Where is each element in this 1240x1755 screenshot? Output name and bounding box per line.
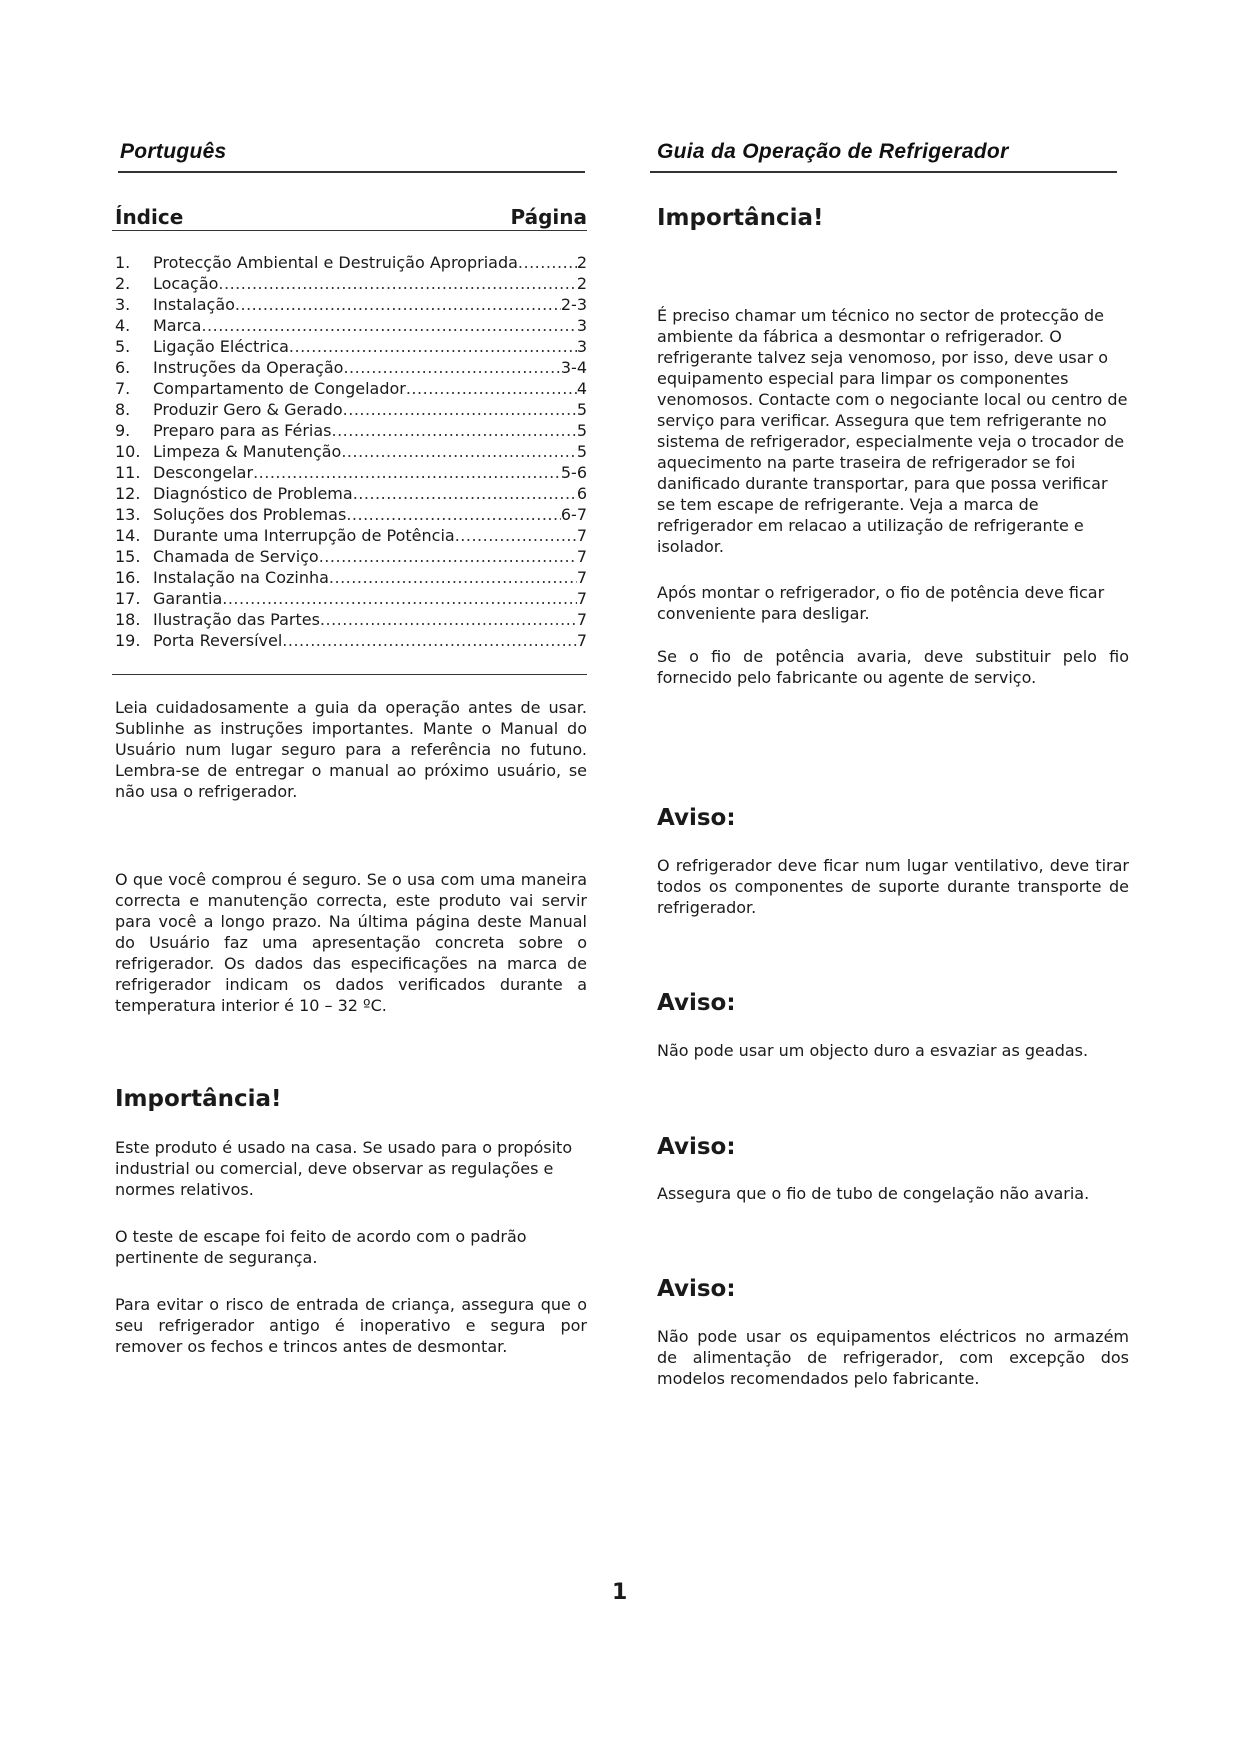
left-importance-p2: O teste de escape foi feito de acordo com o padrão pertinente de segurança. — [115, 1227, 527, 1267]
page-number: 1 — [612, 1580, 628, 1605]
index-heading: Índice — [115, 205, 184, 229]
index-bottom-rule — [112, 674, 587, 675]
warning-heading: Aviso: — [657, 805, 736, 831]
right-importance-p2: Após montar o refrigerador, o fio de potência deve ficar conveniente para desligar. — [657, 583, 1105, 623]
warning-text: Não pode usar um objecto duro a esvaziar as geadas. — [657, 1041, 1089, 1060]
index-item: 2. Locação ..... 2 — [115, 273, 587, 294]
warning-heading: Aviso: — [657, 1134, 736, 1160]
index-item: 13. Soluções dos Problemas ..... 6-7 — [115, 504, 587, 525]
header-left-rule — [118, 171, 585, 173]
index-item: 6. Instruções da Operação ..... 3-4 — [115, 357, 587, 378]
index-item: 1. Protecção Ambiental e Destruição Apropriada ..... 2 — [115, 252, 587, 273]
warning-text: O refrigerador deve ficar num lugar ventilativo, deve tirar todos os componentes de suporte durante transporte de refrigerador. — [657, 856, 1129, 917]
index-page-heading: Página — [510, 205, 587, 229]
index-heading-row — [115, 205, 601, 229]
index-list — [115, 252, 587, 651]
right-importance-p3: Se o fio de potência avaria, deve substituir pelo fio fornecido pelo fabricante ou agente de serviço. — [657, 647, 1129, 687]
index-item: 14. Durante uma Interrupção de Potência ..... 7 — [115, 525, 587, 546]
warning-heading: Aviso: — [657, 1276, 736, 1302]
index-item: 5. Ligação Eléctrica ..... 3 — [115, 336, 587, 357]
warning-text: Não pode usar os equipamentos eléctricos no armazém de alimentação de refrigerador, com excepção dos modelos recomendados pelo fabricante. — [657, 1327, 1129, 1388]
left-importance-p3: Para evitar o risco de entrada de criança, assegura que o seu refrigerador antigo é inoperativo e segura por remover os fechos e trincos antes de desmontar. — [115, 1295, 587, 1356]
index-item: 17. Garantia ..... 7 — [115, 588, 587, 609]
index-item: 11. Descongelar ..... 5-6 — [115, 462, 587, 483]
header-right-title: Guia da Operação de Refrigerador — [657, 140, 1009, 163]
left-importance-heading: Importância! — [115, 1086, 282, 1112]
index-item: 12. Diagnóstico de Problema ..... 6 — [115, 483, 587, 504]
header-right-rule — [650, 171, 1117, 173]
warning-heading: Aviso: — [657, 990, 736, 1016]
safety-paragraph: O que você comprou é seguro. Se o usa com uma maneira correcta e manutenção correcta, este produto vai servir para você a longo prazo. Na última página deste Manual do Usuário faz uma apresentação concreta sobre o refrigerador. Os dados das especificações na marca de refrigerador indicam os dados verificados durante a temperatura interior é 10 – 32 ºC. — [115, 870, 587, 1015]
index-item: 9. Preparo para as Férias ..... 5 — [115, 420, 587, 441]
index-item: 3. Instalação ..... 2-3 — [115, 294, 587, 315]
index-item: 19. Porta Reversível ..... 7 — [115, 630, 587, 651]
index-heading-rule — [112, 230, 587, 231]
left-importance-p1: Este produto é usado na casa. Se usado para o propósito industrial ou comercial, deve observar as regulações e normes relativos. — [115, 1138, 573, 1199]
index-item: 4. Marca ..... 3 — [115, 315, 587, 336]
index-item: 7. Compartamento de Congelador ..... 4 — [115, 378, 587, 399]
index-item: 8. Produzir Gero & Gerado ..... 5 — [115, 399, 587, 420]
index-item: 10. Limpeza & Manutenção ..... 5 — [115, 441, 587, 462]
index-item: 16. Instalação na Cozinha ..... 7 — [115, 567, 587, 588]
right-importance-heading: Importância! — [657, 205, 824, 231]
header-left-title: Português — [120, 140, 227, 163]
index-item: 18. Ilustração das Partes ..... 7 — [115, 609, 587, 630]
right-importance-p1: É preciso chamar um técnico no sector de protecção de ambiente da fábrica a desmontar o refrigerador. O refrigerante talvez seja venomoso, por isso, deve usar o equipamento especial para limpar os componentes venomosos. Contacte com o negociante local ou centro de serviço para verificar. Assegura que tem refrigerante no sistema de refrigerador, especialmente veja o trocador de aquecimento na parte traseira de refrigerador se foi danificado durante transportar, para que possa verificar se tem escape de refrigerante. Veja a marca de refrigerador em relacao a utilização de refrigerante e isolador. — [657, 306, 1128, 556]
index-item: 15. Chamada de Serviço ..... 7 — [115, 546, 587, 567]
warning-text: Assegura que o fio de tubo de congelação não avaria. — [657, 1184, 1090, 1203]
intro-paragraph: Leia cuidadosamente a guia da operação antes de usar. Sublinhe as instruções importantes. Mante o Manual do Usuário num lugar seguro para a referência no futuno. Lembra-se de entregar o manual ao próximo usuário, se não usa o refrigerador. — [115, 698, 587, 801]
